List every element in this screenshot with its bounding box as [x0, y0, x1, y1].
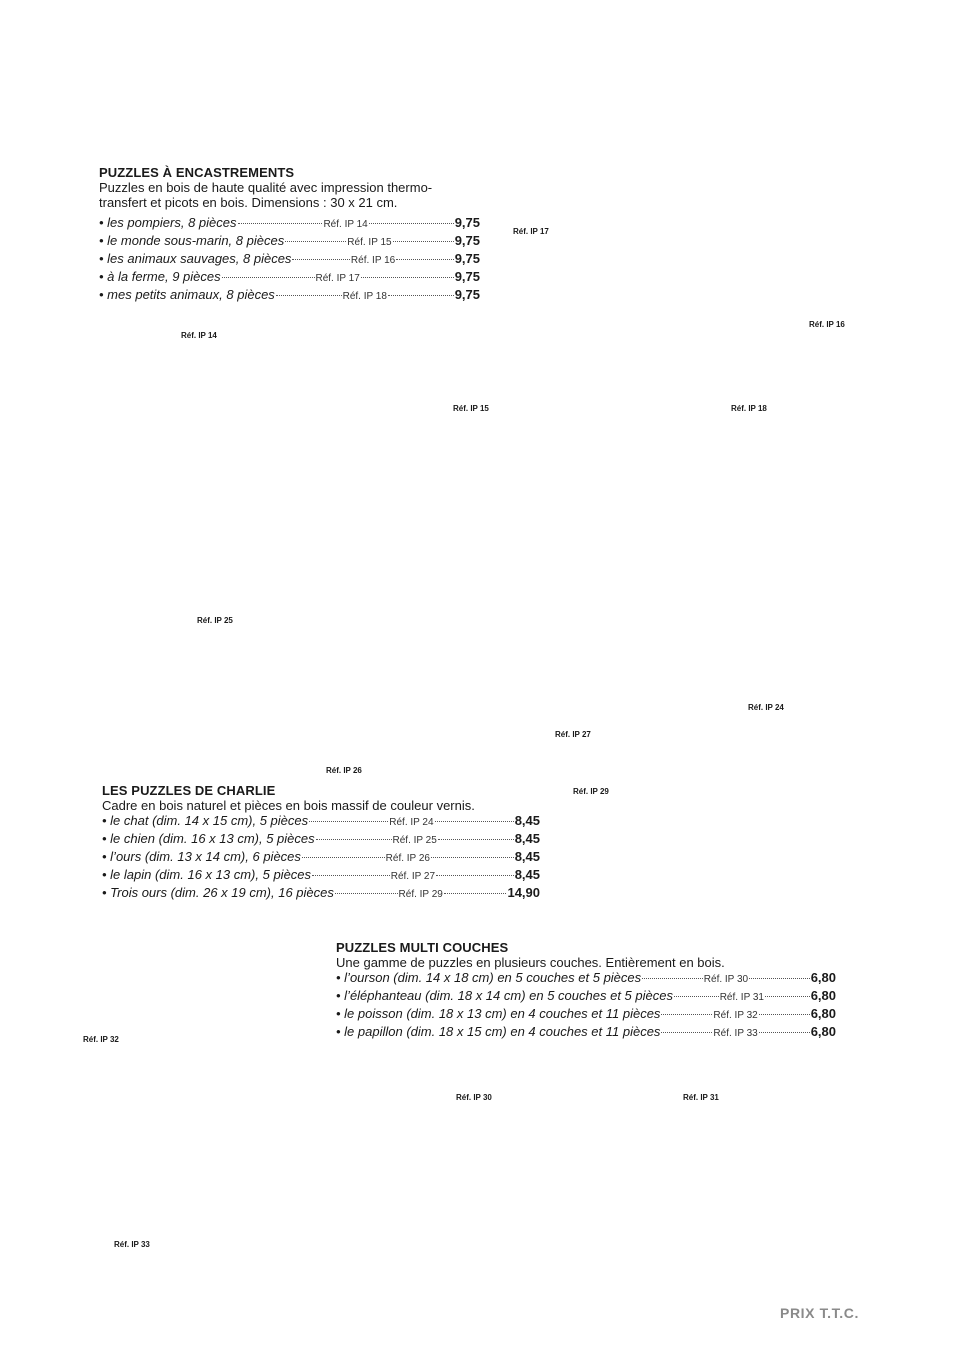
- item-ref: Réf. IP 29: [398, 889, 443, 900]
- list-item: [99, 287, 480, 305]
- section-title: LES PUZZLES DE CHARLIE: [102, 783, 276, 798]
- list-item: [336, 1024, 836, 1042]
- image-ref-label: Réf. IP 25: [197, 616, 233, 625]
- section-title: PUZZLES MULTI COUCHES: [336, 940, 509, 955]
- item-name: • à la ferme, 9 pièces: [99, 269, 221, 284]
- item-ref: Réf. IP 25: [392, 835, 437, 846]
- image-ref-label: Réf. IP 15: [453, 404, 489, 413]
- item-name: • l’ours (dim. 13 x 14 cm), 6 pièces: [102, 849, 301, 864]
- item-price: 9,75: [454, 215, 480, 230]
- item-name: • le chat (dim. 14 x 15 cm), 5 pièces: [102, 813, 309, 828]
- image-ref-label: Réf. IP 31: [683, 1093, 719, 1102]
- list-item: [102, 831, 540, 849]
- item-ref: Réf. IP 14: [323, 219, 368, 230]
- item-price: 6,80: [810, 1024, 837, 1039]
- image-ref-label: Réf. IP 16: [809, 320, 845, 329]
- item-ref: Réf. IP 18: [342, 291, 387, 302]
- item-ref: Réf. IP 30: [703, 974, 749, 985]
- item-price: 6,80: [810, 1006, 837, 1021]
- list-item: [336, 1006, 836, 1024]
- item-ref: Réf. IP 24: [389, 817, 434, 828]
- list-item: [102, 849, 540, 867]
- item-name: • le monde sous-marin, 8 pièces: [99, 233, 285, 248]
- item-name: • le lapin (dim. 16 x 13 cm), 5 pièces: [102, 867, 312, 882]
- image-ref-label: Réf. IP 18: [731, 404, 767, 413]
- item-price: 9,75: [454, 287, 481, 302]
- list-item: [336, 988, 836, 1006]
- image-ref-label: Réf. IP 30: [456, 1093, 492, 1102]
- item-price: 9,75: [454, 251, 481, 266]
- item-name: • mes petits animaux, 8 pièces: [99, 287, 275, 302]
- item-price: 9,75: [454, 233, 480, 248]
- item-price: 14,90: [507, 885, 541, 900]
- item-ref: Réf. IP 16: [350, 255, 396, 266]
- item-ref: Réf. IP 33: [713, 1028, 758, 1039]
- list-item: [99, 251, 480, 269]
- list-item: [102, 885, 540, 903]
- list-item: [102, 813, 540, 831]
- image-ref-label: Réf. IP 17: [513, 227, 549, 236]
- section-charlie: [102, 783, 540, 903]
- image-ref-label: Réf. IP 27: [555, 730, 591, 739]
- image-ref-label: Réf. IP 29: [573, 787, 609, 796]
- item-price: 6,80: [810, 970, 837, 985]
- image-ref-label: Réf. IP 33: [114, 1240, 150, 1249]
- section-multi-couches: [336, 940, 836, 1042]
- item-price: 8,45: [514, 813, 540, 828]
- list-item: [99, 269, 480, 287]
- image-ref-label: Réf. IP 14: [181, 331, 217, 340]
- item-name: • Trois ours (dim. 26 x 19 cm), 16 pièces: [102, 885, 334, 900]
- list-item: [336, 970, 836, 988]
- section-description: Une gamme de puzzles en plusieurs couches. Entièrement en bois.: [336, 955, 725, 970]
- list-item: [99, 233, 480, 251]
- item-ref: Réf. IP 32: [713, 1010, 758, 1021]
- section-description: transfert et picots en bois. Dimensions : 30 x 21 cm.: [99, 195, 398, 210]
- item-name: • l’éléphanteau (dim. 18 x 14 cm) en 5 couches et 5 pièces: [336, 988, 673, 1003]
- item-ref: Réf. IP 17: [315, 273, 360, 284]
- item-ref: Réf. IP 15: [347, 237, 392, 248]
- list-item: [99, 215, 480, 233]
- item-name: • les pompiers, 8 pièces: [99, 215, 237, 230]
- item-price: 6,80: [810, 988, 837, 1003]
- item-price: 9,75: [454, 269, 480, 284]
- item-name: • le chien (dim. 16 x 13 cm), 5 pièces: [102, 831, 315, 846]
- image-ref-label: Réf. IP 24: [748, 703, 784, 712]
- item-ref: Réf. IP 27: [390, 871, 436, 882]
- section-description: Puzzles en bois de haute qualité avec impression thermo-: [99, 180, 433, 195]
- item-ref: Réf. IP 26: [385, 853, 430, 864]
- item-ref: Réf. IP 31: [719, 992, 764, 1003]
- section-description: Cadre en bois naturel et pièces en bois massif de couleur vernis.: [102, 798, 475, 813]
- item-price: 8,45: [514, 867, 541, 882]
- image-ref-label: Réf. IP 26: [326, 766, 362, 775]
- list-item: [102, 867, 540, 885]
- item-name: • l’ourson (dim. 14 x 18 cm) en 5 couches et 5 pièces: [336, 970, 642, 985]
- item-price: 8,45: [514, 831, 540, 846]
- item-name: • le poisson (dim. 18 x 13 cm) en 4 couches et 11 pièces: [336, 1006, 661, 1021]
- item-name: • les animaux sauvages, 8 pièces: [99, 251, 292, 266]
- section-title: PUZZLES À ENCASTREMENTS: [99, 165, 295, 180]
- footer-price-note: PRIX T.T.C.: [780, 1305, 859, 1321]
- image-ref-label: Réf. IP 32: [83, 1035, 119, 1044]
- section-encastrements: [99, 165, 480, 305]
- item-name: • le papillon (dim. 18 x 15 cm) en 4 couches et 11 pièces: [336, 1024, 661, 1039]
- item-price: 8,45: [514, 849, 541, 864]
